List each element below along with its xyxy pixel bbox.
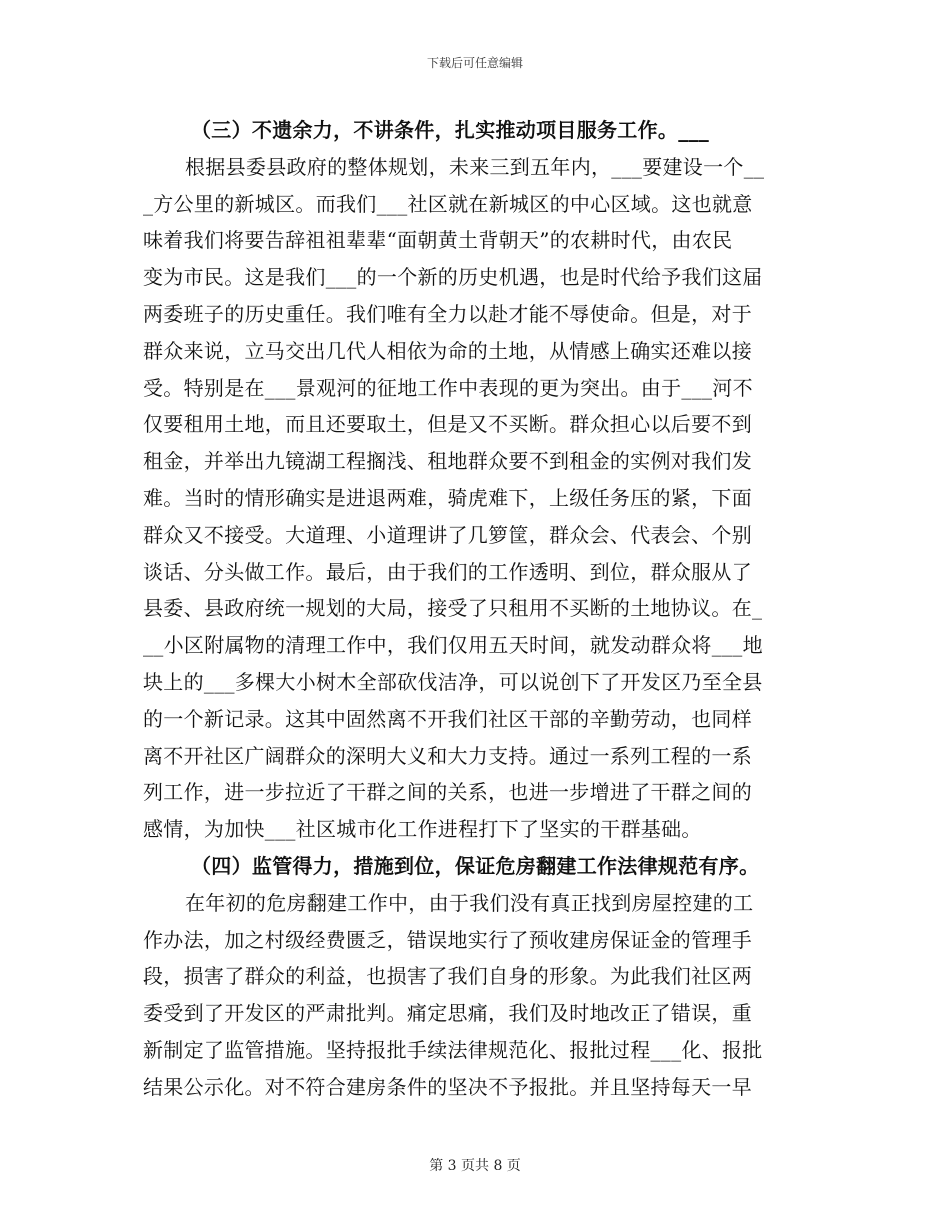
paragraph-line: 段，损害了群众的利益，也损害了我们自身的形象。为此我们社区两 xyxy=(143,964,752,989)
section-heading-4: （四）监管得力，措施到位，保证危房翻建工作法律规范有序。 xyxy=(191,853,760,878)
paragraph-line: 受。特别是在___景观河的征地工作中表现的更为突出。由于___河不 xyxy=(143,375,753,400)
paragraph-line: 列工作，进一步拉近了干群之间的关系，也进一步增进了干群之间的 xyxy=(143,780,752,805)
paragraph-line: 群众来说，立马交出几代人相依为命的土地，从情感上确实还难以接 xyxy=(143,338,752,363)
paragraph-line: 在年初的危房翻建工作中，由于我们没有真正找到房屋控建的工 xyxy=(185,890,754,915)
paragraph-line: 县委、县政府统一规划的大局，接受了只租用不买断的土地协议。在_ xyxy=(143,596,763,621)
paragraph-line: 的一个新记录。这其中固然离不开我们社区干部的辛勤劳动，也同样 xyxy=(143,706,752,731)
paragraph-line: 群众又不接受。大道理、小道理讲了几箩筐，群众会、代表会、个别 xyxy=(143,522,752,547)
paragraph-line: 根据县委县政府的整体规划，未来三到五年内，___要建设一个__ xyxy=(185,154,765,179)
paragraph-line: 感情，为加快___社区城市化工作进程打下了坚实的干群基础。 xyxy=(143,817,702,842)
paragraph-line: 块上的___多棵大小树木全部砍伐洁净，可以说创下了开发区乃至全县 xyxy=(143,669,763,694)
paragraph-line: 味着我们将要告辞祖祖辈辈“面朝黄土背朝天”的农耕时代，由农民 xyxy=(143,228,733,253)
page-number-footer: 第 3 页共 8 页 xyxy=(429,1158,521,1174)
page-header: 下载后可任意编辑 xyxy=(426,56,523,70)
paragraph-line: 变为市民。这是我们___的一个新的历史机遇，也是时代给予我们这届 xyxy=(143,265,763,290)
paragraph-line: __小区附属物的清理工作中，我们仅用五天时间，就发动群众将___地 xyxy=(143,633,763,658)
paragraph-line: 离不开社区广阔群众的深明大义和大力支持。通过一系列工程的一系 xyxy=(143,743,752,768)
paragraph-line: 难。当时的情形确实是进退两难，骑虎难下，上级任务压的紧，下面 xyxy=(143,485,752,510)
section-heading-3: （三）不遗余力，不讲条件，扎实推动项目服务工作。___ xyxy=(191,118,710,142)
paragraph-line: 仅要租用土地，而且还要取土，但是又不买断。群众担心以后要不到 xyxy=(143,412,752,437)
paragraph-line: 结果公示化。对不符合建房条件的坚决不予报批。并且坚持每天一早 xyxy=(143,1074,752,1099)
paragraph-line: 委受到了开发区的严肃批判。痛定思痛，我们及时地改正了错误，重 xyxy=(143,1001,752,1026)
paragraph-line: _方公里的新城区。而我们___社区就在新城区的中心区域。这也就意 xyxy=(143,191,753,216)
paragraph-line: 两委班子的历史重任。我们唯有全力以赴才能不辱使命。但是，对于 xyxy=(143,301,752,326)
document-body xyxy=(143,112,808,1106)
paragraph-line: 作办法，加之村级经费匮乏，错误地实行了预收建房保证金的管理手 xyxy=(143,927,752,952)
paragraph-line: 谈话、分头做工作。最后，由于我们的工作透明、到位，群众服从了 xyxy=(143,559,752,584)
paragraph-line: 新制定了监管措施。坚持报批手续法律规范化、报批过程___化、报批 xyxy=(143,1037,763,1062)
paragraph-line: 租金，并举出九镜湖工程搁浅、租地群众要不到租金的实例对我们发 xyxy=(143,449,752,474)
